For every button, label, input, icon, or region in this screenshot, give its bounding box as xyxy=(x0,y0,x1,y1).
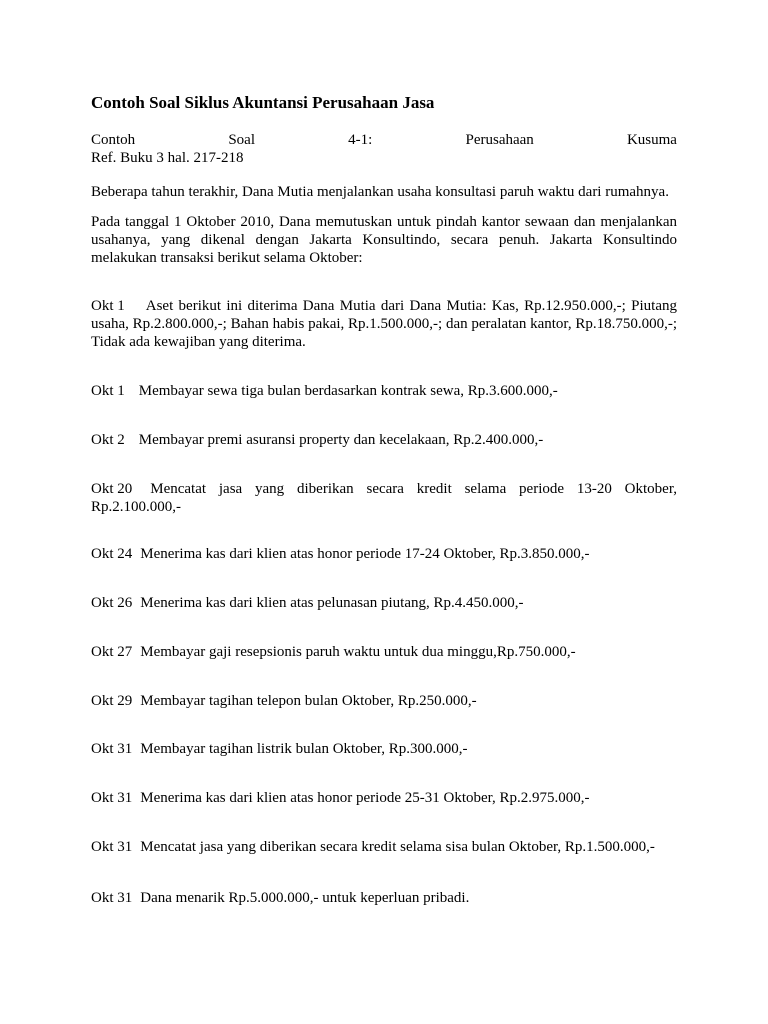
transaction-date: Okt 27 xyxy=(91,644,133,660)
transaction-item xyxy=(91,889,677,907)
transaction-text: Membayar premi asuransi property dan kecelakaan, Rp.2.400.000,- xyxy=(138,432,544,448)
reference-line-1 xyxy=(91,131,677,149)
transaction-item xyxy=(91,431,677,449)
transaction-item xyxy=(91,480,677,516)
transaction-item xyxy=(91,297,677,351)
transaction-text: Menerima kas dari klien atas pelunasan piutang, Rp.4.450.000,- xyxy=(140,595,524,611)
transaction-date: Okt 29 xyxy=(91,693,133,709)
transaction-item xyxy=(91,545,677,563)
transaction-item xyxy=(91,382,677,400)
transaction-text: Membayar gaji resepsionis paruh waktu untuk dua minggu,Rp.750.000,- xyxy=(140,644,576,660)
transaction-text: Menerima kas dari klien atas honor periode 17-24 Oktober, Rp.3.850.000,- xyxy=(140,546,590,562)
transaction-date: Okt 2 xyxy=(91,432,125,448)
reference-word: Kusuma xyxy=(626,132,677,148)
transaction-date: Okt 20 xyxy=(91,481,133,497)
transaction-text: Aset berikut ini diterima Dana Mutia dari Dana Mutia: Kas, Rp.12.950.000,-; Piutang usaha, Rp.2.800.000,-; Bahan habis pakai, Rp.1.500.000,-; dan peralatan kantor, Rp.18.750.000,-; Tidak ada kewajiban yang diterima. xyxy=(91,298,677,350)
transaction-date: Okt 31 xyxy=(91,741,133,757)
transaction-text: Membayar sewa tiga bulan berdasarkan kontrak sewa, Rp.3.600.000,- xyxy=(138,383,558,399)
transaction-item xyxy=(91,789,677,807)
reference-word: 4-1: xyxy=(348,132,373,148)
transaction-text: Mencatat jasa yang diberikan secara kredit selama periode 13-20 Oktober, Rp.2.100.000,- xyxy=(91,481,677,515)
intro-paragraph-2: Pada tanggal 1 Oktober 2010, Dana memutuskan untuk pindah kantor sewaan dan menjalankan usahanya, yang dikenal dengan Jakarta Konsultindo, secara penuh. Jakarta Konsultindo melakukan transaksi berikut selama Oktober: xyxy=(91,214,677,266)
reference-line-2: Ref. Buku 3 hal. 217-218 xyxy=(91,150,244,166)
document-title: Contoh Soal Siklus Akuntansi Perusahaan Jasa xyxy=(91,93,435,112)
transaction-date: Okt 1 xyxy=(91,383,125,399)
transaction-item xyxy=(91,594,677,612)
transaction-date: Okt 31 xyxy=(91,839,133,855)
reference-word: Contoh xyxy=(91,132,136,148)
transaction-text: Mencatat jasa yang diberikan secara kredit selama sisa bulan Oktober, Rp.1.500.000,- xyxy=(140,839,655,855)
reference-word: Perusahaan xyxy=(465,132,534,148)
transaction-date: Okt 24 xyxy=(91,546,133,562)
reference-word: Soal xyxy=(228,132,256,148)
transaction-text: Membayar tagihan listrik bulan Oktober, Rp.300.000,- xyxy=(140,741,468,757)
intro-paragraph-1: Beberapa tahun terakhir, Dana Mutia menjalankan usaha konsultasi paruh waktu dari rumahnya. xyxy=(91,184,669,200)
reference-block xyxy=(91,131,677,167)
transaction-date: Okt 31 xyxy=(91,790,133,806)
transaction-date: Okt 31 xyxy=(91,890,133,906)
transaction-text: Membayar tagihan telepon bulan Oktober, Rp.250.000,- xyxy=(140,693,477,709)
transaction-text: Dana menarik Rp.5.000.000,- untuk keperluan pribadi. xyxy=(140,890,470,906)
transaction-item xyxy=(91,838,677,856)
transaction-item xyxy=(91,643,677,661)
transaction-item xyxy=(91,740,677,758)
transaction-item xyxy=(91,692,677,710)
transaction-date: Okt 1 xyxy=(91,298,125,314)
document-page xyxy=(91,0,677,1024)
transaction-text: Menerima kas dari klien atas honor periode 25-31 Oktober, Rp.2.975.000,- xyxy=(140,790,590,806)
transaction-date: Okt 26 xyxy=(91,595,133,611)
